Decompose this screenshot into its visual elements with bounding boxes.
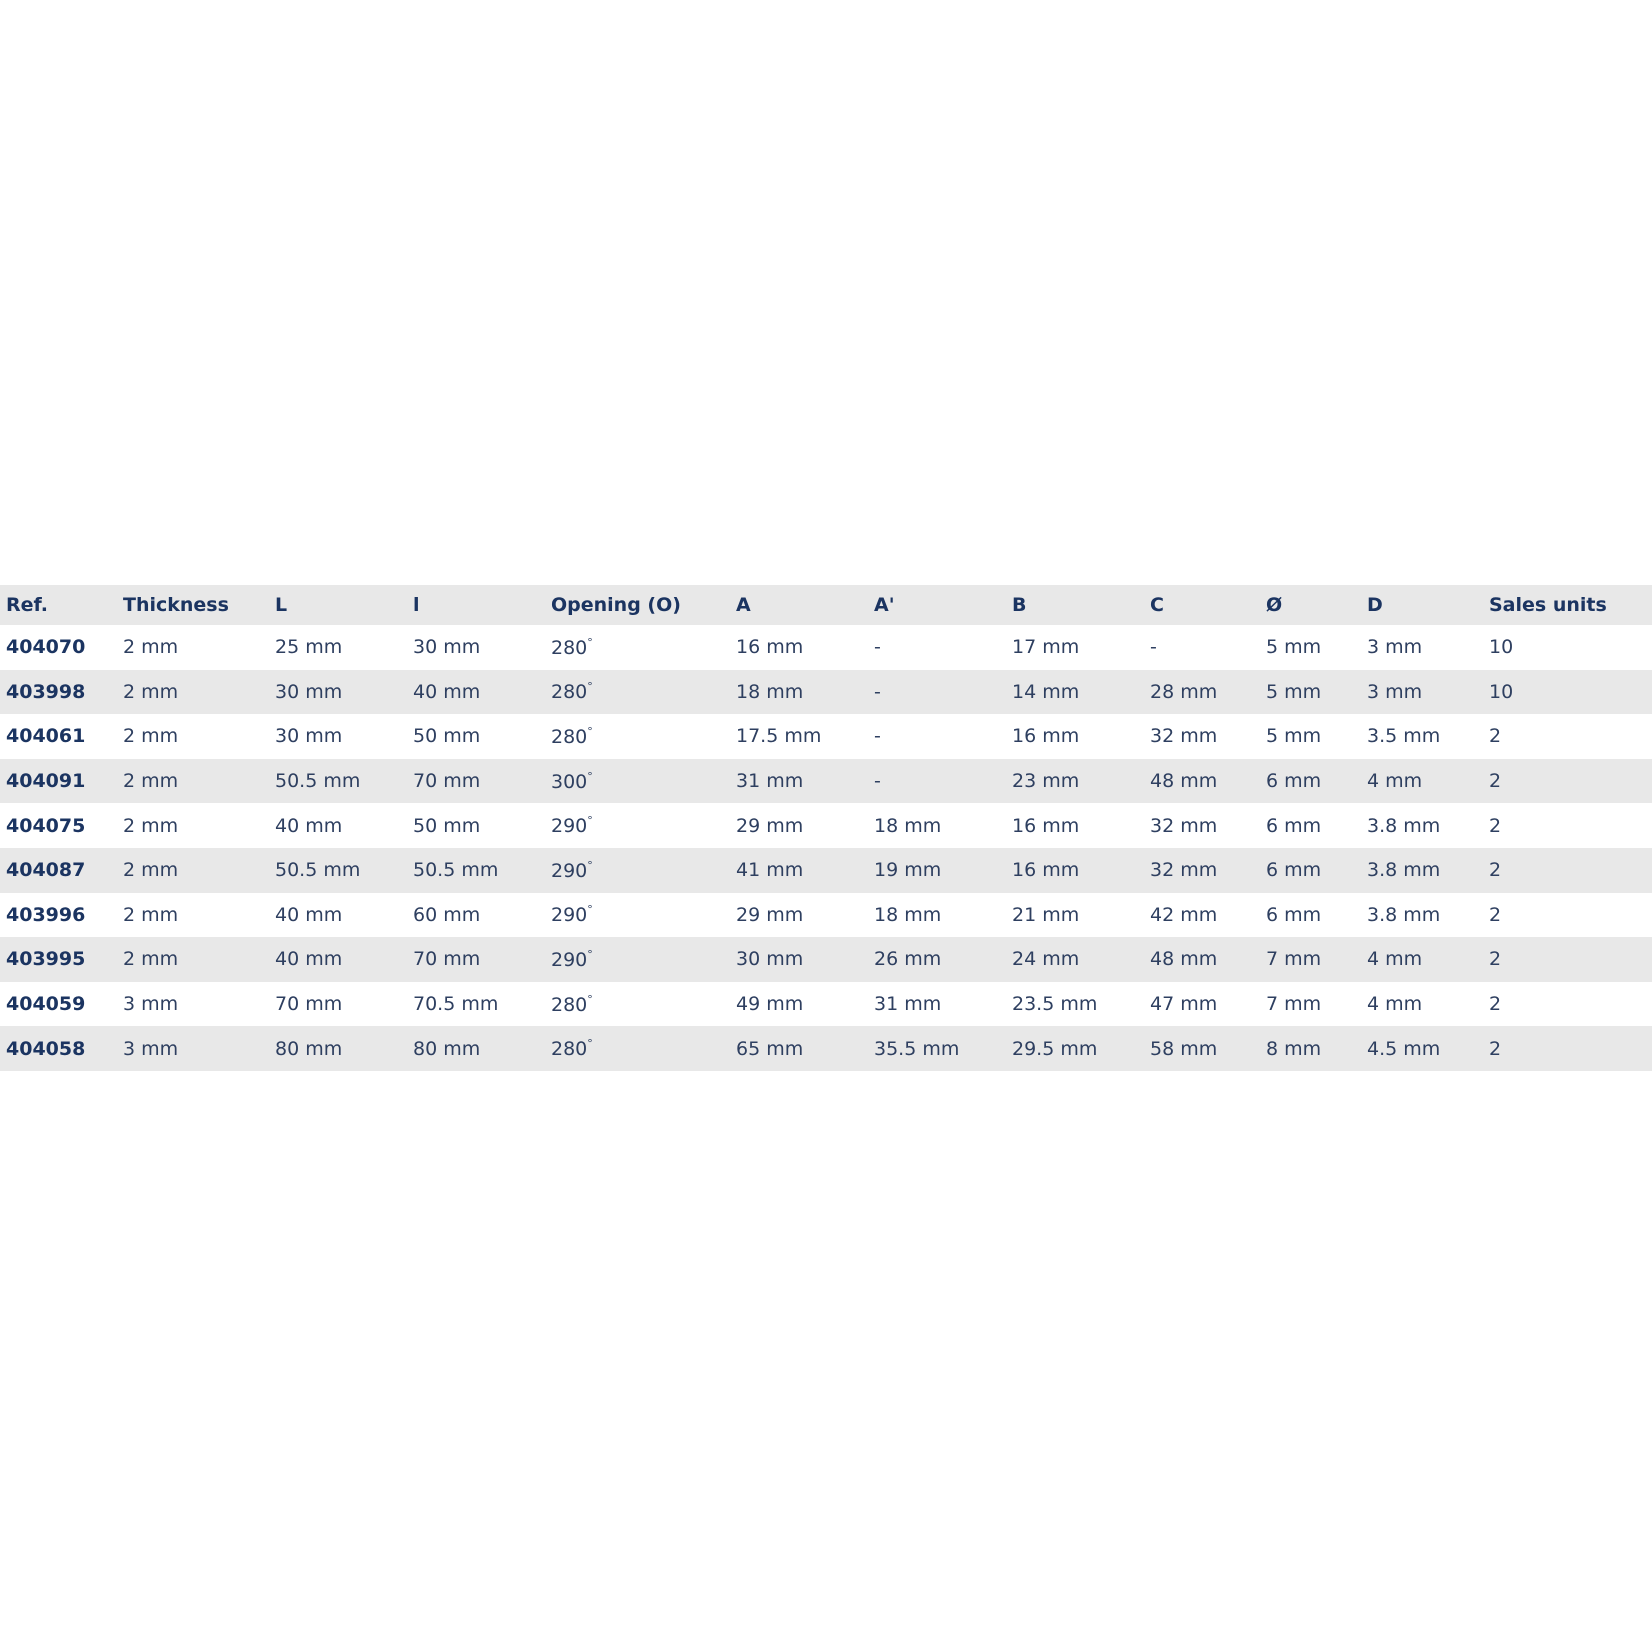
cell-thickness: 3 mm	[117, 1026, 269, 1071]
cell-opening	[545, 803, 730, 848]
degree-symbol: °	[587, 724, 593, 738]
cell-thickness: 3 mm	[123, 993, 179, 1016]
cell-diameter: 5 mm	[1260, 670, 1361, 715]
cell-C: 32 mm	[1144, 848, 1260, 893]
cell-diameter: 5 mm	[1266, 636, 1322, 659]
table-row	[0, 848, 1652, 893]
cell-sales-units: 2	[1489, 993, 1502, 1016]
cell-length-L: 50.5 mm	[269, 759, 407, 804]
cell-B: 23.5 mm	[1012, 993, 1098, 1016]
cell-B: 16 mm	[1012, 814, 1080, 837]
cell-thickness: 2 mm	[123, 903, 179, 926]
table-header-row	[0, 585, 1652, 625]
cell-A-prime: 35.5 mm	[868, 1026, 1006, 1071]
table-row	[0, 625, 1652, 670]
cell-A: 16 mm	[736, 636, 804, 659]
cell-sales-units: 2	[1483, 937, 1652, 982]
table-row	[0, 670, 1652, 715]
cell-C: 42 mm	[1150, 903, 1218, 926]
cell-C: 48 mm	[1144, 937, 1260, 982]
header-opening: Opening (O)	[545, 585, 730, 625]
table-row	[0, 982, 1652, 1027]
cell-A-prime: 18 mm	[874, 903, 942, 926]
header-A-prime: A'	[868, 585, 1006, 625]
cell-A: 31 mm	[730, 759, 868, 804]
cell-sales-units: 2	[1483, 848, 1652, 893]
header-sales-units: Sales units	[1483, 585, 1652, 625]
degree-symbol: °	[587, 992, 593, 1006]
degree-symbol: °	[587, 814, 593, 828]
degree-symbol: °	[587, 769, 593, 783]
degree-symbol: °	[587, 858, 593, 872]
cell-length-l: 70 mm	[407, 759, 545, 804]
cell-diameter: 7 mm	[1266, 993, 1322, 1016]
opening-value: 280	[551, 636, 588, 659]
cell-sales-units: 2	[1483, 1026, 1652, 1071]
cell-ref: 404070	[6, 636, 86, 659]
cell-D: 4 mm	[1361, 759, 1483, 804]
cell-A: 18 mm	[730, 670, 868, 715]
cell-ref: 404091	[0, 759, 117, 804]
cell-ref: 403995	[0, 937, 117, 982]
cell-C: 58 mm	[1144, 1026, 1260, 1071]
cell-C: 32 mm	[1150, 814, 1218, 837]
cell-length-l: 30 mm	[413, 636, 481, 659]
cell-sales-units: 2	[1483, 759, 1652, 804]
cell-B: 21 mm	[1012, 903, 1080, 926]
table-row	[0, 714, 1652, 759]
degree-symbol: °	[587, 947, 593, 961]
cell-length-L: 40 mm	[275, 903, 343, 926]
cell-opening	[545, 714, 730, 759]
cell-length-l: 80 mm	[407, 1026, 545, 1071]
cell-B: 14 mm	[1006, 670, 1144, 715]
cell-ref: 404059	[6, 993, 86, 1016]
cell-ref: 404058	[0, 1026, 117, 1071]
cell-D: 3 mm	[1361, 670, 1483, 715]
opening-value: 290	[551, 904, 588, 927]
cell-length-l: 50 mm	[413, 814, 481, 837]
cell-B: 23 mm	[1006, 759, 1144, 804]
cell-length-l: 40 mm	[407, 670, 545, 715]
cell-A: 29 mm	[736, 814, 804, 837]
cell-A-prime: 19 mm	[868, 848, 1006, 893]
cell-diameter: 7 mm	[1260, 937, 1361, 982]
cell-A-prime: 26 mm	[868, 937, 1006, 982]
cell-length-L: 40 mm	[269, 937, 407, 982]
cell-A-prime: 18 mm	[874, 814, 942, 837]
cell-length-l: 60 mm	[413, 903, 481, 926]
cell-D: 3.8 mm	[1361, 848, 1483, 893]
cell-B: 16 mm	[1012, 725, 1080, 748]
cell-sales-units: 10	[1483, 670, 1652, 715]
table-row	[0, 759, 1652, 804]
cell-D: 3.8 mm	[1367, 814, 1441, 837]
cell-ref: 404075	[6, 814, 86, 837]
table-body	[0, 625, 1652, 1071]
header-A: A	[730, 585, 868, 625]
cell-diameter: 8 mm	[1260, 1026, 1361, 1071]
header-B: B	[1006, 585, 1144, 625]
cell-thickness: 2 mm	[123, 725, 179, 748]
cell-diameter: 5 mm	[1266, 725, 1322, 748]
cell-opening	[545, 625, 730, 670]
cell-B: 24 mm	[1006, 937, 1144, 982]
cell-A: 49 mm	[736, 993, 804, 1016]
header-diameter: Ø	[1260, 585, 1361, 625]
cell-thickness: 2 mm	[123, 814, 179, 837]
header-thickness: Thickness	[117, 585, 269, 625]
cell-opening	[545, 1026, 730, 1071]
cell-thickness: 2 mm	[123, 636, 179, 659]
opening-value: 280	[551, 1038, 588, 1061]
cell-thickness: 2 mm	[117, 759, 269, 804]
cell-length-L: 30 mm	[275, 725, 343, 748]
specifications-table	[0, 585, 1652, 1071]
cell-thickness: 2 mm	[117, 937, 269, 982]
cell-ref: 403996	[6, 903, 86, 926]
opening-value: 290	[551, 815, 588, 838]
cell-D: 3.8 mm	[1367, 903, 1441, 926]
cell-ref: 404061	[6, 725, 86, 748]
cell-length-l: 70.5 mm	[413, 993, 499, 1016]
cell-length-l: 50 mm	[413, 725, 481, 748]
cell-opening	[545, 893, 730, 938]
cell-D: 4.5 mm	[1361, 1026, 1483, 1071]
degree-symbol: °	[587, 903, 593, 917]
cell-diameter: 6 mm	[1260, 759, 1361, 804]
cell-D: 4 mm	[1361, 937, 1483, 982]
cell-C: 32 mm	[1150, 725, 1218, 748]
opening-value: 280	[551, 993, 588, 1016]
header-length-L: L	[269, 585, 407, 625]
cell-length-L: 30 mm	[269, 670, 407, 715]
cell-A: 29 mm	[736, 903, 804, 926]
cell-A: 30 mm	[730, 937, 868, 982]
header-D: D	[1361, 585, 1483, 625]
degree-symbol: °	[587, 635, 593, 649]
cell-B: 17 mm	[1012, 636, 1080, 659]
cell-A: 65 mm	[730, 1026, 868, 1071]
cell-ref: 403998	[0, 670, 117, 715]
cell-sales-units: 2	[1489, 725, 1502, 748]
cell-B: 29.5 mm	[1006, 1026, 1144, 1071]
cell-sales-units: 10	[1489, 636, 1514, 659]
cell-D: 3 mm	[1367, 636, 1423, 659]
cell-A: 17.5 mm	[736, 725, 822, 748]
opening-value: 280	[551, 725, 588, 748]
degree-symbol: °	[587, 1037, 593, 1051]
cell-A-prime: -	[868, 759, 1006, 804]
cell-length-L: 40 mm	[275, 814, 343, 837]
cell-ref: 404087	[0, 848, 117, 893]
cell-A-prime: -	[868, 670, 1006, 715]
header-C: C	[1144, 585, 1260, 625]
cell-length-L: 80 mm	[269, 1026, 407, 1071]
cell-sales-units: 2	[1489, 814, 1502, 837]
cell-length-L: 50.5 mm	[269, 848, 407, 893]
cell-thickness: 2 mm	[117, 848, 269, 893]
opening-value: 300	[551, 770, 588, 793]
opening-value: 290	[551, 948, 588, 971]
cell-A-prime: -	[874, 725, 881, 748]
cell-opening	[545, 759, 730, 804]
opening-value: 280	[551, 681, 588, 704]
cell-opening	[545, 848, 730, 893]
cell-A-prime: -	[874, 636, 881, 659]
table-row	[0, 1026, 1652, 1071]
cell-C: -	[1150, 636, 1157, 659]
cell-D: 3.5 mm	[1367, 725, 1441, 748]
cell-A-prime: 31 mm	[874, 993, 942, 1016]
opening-value: 290	[551, 859, 588, 882]
cell-diameter: 6 mm	[1266, 903, 1322, 926]
cell-C: 47 mm	[1150, 993, 1218, 1016]
table-row	[0, 937, 1652, 982]
cell-opening	[545, 982, 730, 1027]
cell-length-L: 25 mm	[275, 636, 343, 659]
cell-A: 41 mm	[730, 848, 868, 893]
cell-diameter: 6 mm	[1266, 814, 1322, 837]
header-length-l: l	[407, 585, 545, 625]
cell-length-L: 70 mm	[275, 993, 343, 1016]
cell-length-l: 70 mm	[407, 937, 545, 982]
cell-diameter: 6 mm	[1260, 848, 1361, 893]
table-row	[0, 803, 1652, 848]
degree-symbol: °	[587, 680, 593, 694]
cell-opening	[545, 670, 730, 715]
cell-thickness: 2 mm	[117, 670, 269, 715]
cell-opening	[545, 937, 730, 982]
cell-D: 4 mm	[1367, 993, 1423, 1016]
table-row	[0, 893, 1652, 938]
header-ref: Ref.	[0, 585, 117, 625]
cell-C: 28 mm	[1144, 670, 1260, 715]
cell-length-l: 50.5 mm	[407, 848, 545, 893]
cell-sales-units: 2	[1489, 903, 1502, 926]
cell-B: 16 mm	[1006, 848, 1144, 893]
cell-C: 48 mm	[1144, 759, 1260, 804]
